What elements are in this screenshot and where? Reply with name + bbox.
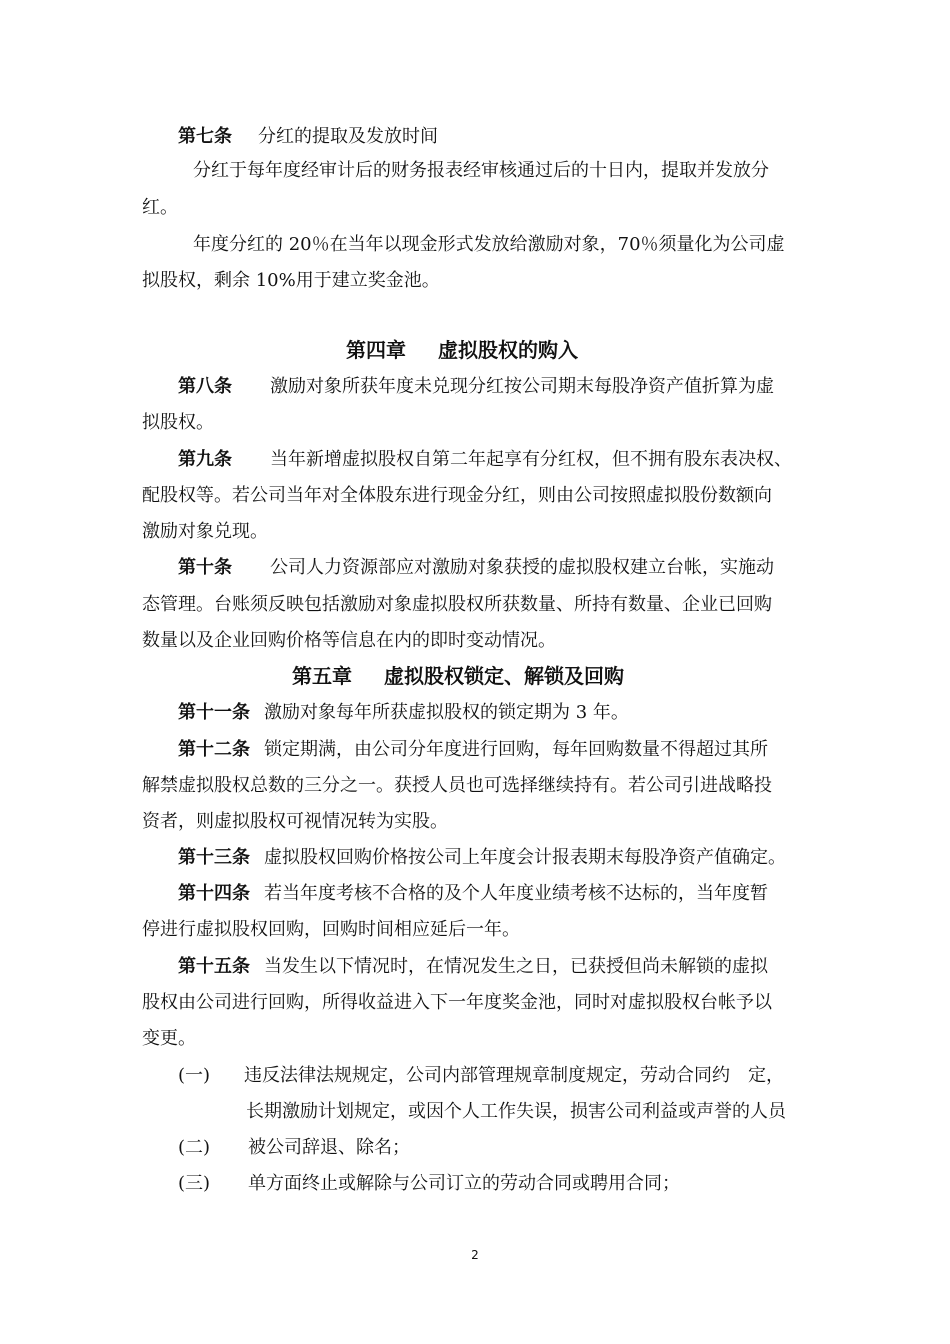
article-label: 第十二条	[178, 739, 250, 760]
paragraph-line: 停进行虚拟股权回购，回购时间相应延后一年。	[142, 919, 520, 940]
article-12	[178, 737, 768, 763]
list-item-text: 单方面终止或解除与公司订立的劳动合同或聘用合同；	[248, 1173, 681, 1194]
paragraph-line: 解禁虚拟股权总数的三分之一。获授人员也可选择继续持有。若公司引进战略投	[142, 775, 772, 796]
article-label: 第十三条	[178, 847, 250, 868]
paragraph-line: 配股权等。若公司当年对全体股东进行现金分红，则由公司按照虚拟股份数额向	[142, 485, 772, 506]
paragraph-line: 态管理。台账须反映包括激励对象虚拟股权所获数量、所持有数量、企业已回购	[142, 594, 772, 615]
article-text: 虚拟股权回购价格按公司上年度会计报表期末每股净资产值确定。	[264, 847, 786, 868]
article-text: 激励对象所获年度未兑现分红按公司期末每股净资产值折算为虚	[270, 376, 774, 397]
article-8	[178, 374, 774, 400]
article-14	[178, 881, 768, 907]
article-text: 公司人力资源部应对激励对象获授的虚拟股权建立台帐，实施动	[270, 557, 774, 578]
article-10	[178, 555, 774, 581]
chapter-label: 第五章	[292, 664, 352, 688]
article-label: 第八条	[178, 376, 232, 397]
chapter-title: 虚拟股权的购入	[438, 338, 578, 362]
list-item-continuation: 长期激励计划规定，或因个人工作失误，损害公司利益或声誉的人员	[246, 1101, 786, 1122]
paragraph-line: 分红于每年度经审计后的财务报表经审核通过后的十日内，提取并发放分	[193, 160, 769, 181]
list-item-number: (二)	[178, 1137, 211, 1158]
paragraph-line: 变更。	[142, 1028, 196, 1049]
article-label: 第十一条	[178, 702, 250, 723]
page-number: 2	[471, 1248, 479, 1262]
article-label: 第十四条	[178, 883, 250, 904]
list-item	[178, 1063, 784, 1089]
article-text: 当发生以下情况时，在情况发生之日，已获授但尚未解锁的虚拟	[264, 956, 768, 977]
list-item	[178, 1135, 410, 1161]
list-item-number: (三)	[178, 1173, 211, 1194]
paragraph-line: 红。	[142, 197, 178, 218]
chapter-title: 虚拟股权锁定、解锁及回购	[384, 664, 624, 688]
list-item-text: 被公司辞退、除名；	[248, 1137, 411, 1158]
list-item	[178, 1171, 680, 1197]
article-label: 第十五条	[178, 956, 250, 977]
paragraph-line: 股权由公司进行回购，所得收益进入下一年度奖金池，同时对虚拟股权台帐予以	[142, 992, 772, 1013]
chapter-label: 第四章	[346, 338, 406, 362]
article-9	[178, 447, 792, 473]
article-15	[178, 954, 768, 980]
chapter-5-heading	[292, 662, 624, 690]
article-11	[178, 700, 629, 726]
paragraph-line: 激励对象兑现。	[142, 521, 268, 542]
paragraph-line: 年度分红的 20％在当年以现金形式发放给激励对象，70％须量化为公司虚	[193, 234, 785, 255]
list-item-text: 违反法律法规规定，公司内部管理规章制度规定，劳动合同约 定，	[244, 1065, 785, 1086]
article-label: 第十条	[178, 557, 232, 578]
paragraph-line: 资者，则虚拟股权可视情况转为实股。	[142, 811, 448, 832]
paragraph-line: 拟股权。	[142, 412, 214, 433]
paragraph-line: 拟股权，剩余 10%用于建立奖金池。	[142, 270, 440, 291]
article-title: 分红的提取及发放时间	[258, 126, 438, 147]
article-label: 第七条	[178, 126, 232, 147]
article-text: 锁定期满，由公司分年度进行回购，每年回购数量不得超过其所	[264, 739, 768, 760]
paragraph-line: 数量以及企业回购价格等信息在内的即时变动情况。	[142, 630, 556, 651]
article-label: 第九条	[178, 449, 232, 470]
article-text: 若当年度考核不合格的及个人年度业绩考核不达标的，当年度暂	[264, 883, 768, 904]
list-item-number: (一)	[178, 1065, 211, 1086]
chapter-4-heading	[346, 336, 578, 364]
article-7-heading	[178, 124, 438, 150]
article-text: 当年新增虚拟股权自第二年起享有分红权，但不拥有股东表决权、	[270, 449, 792, 470]
article-text: 激励对象每年所获虚拟股权的锁定期为 3 年。	[264, 702, 629, 723]
article-13	[178, 845, 786, 871]
